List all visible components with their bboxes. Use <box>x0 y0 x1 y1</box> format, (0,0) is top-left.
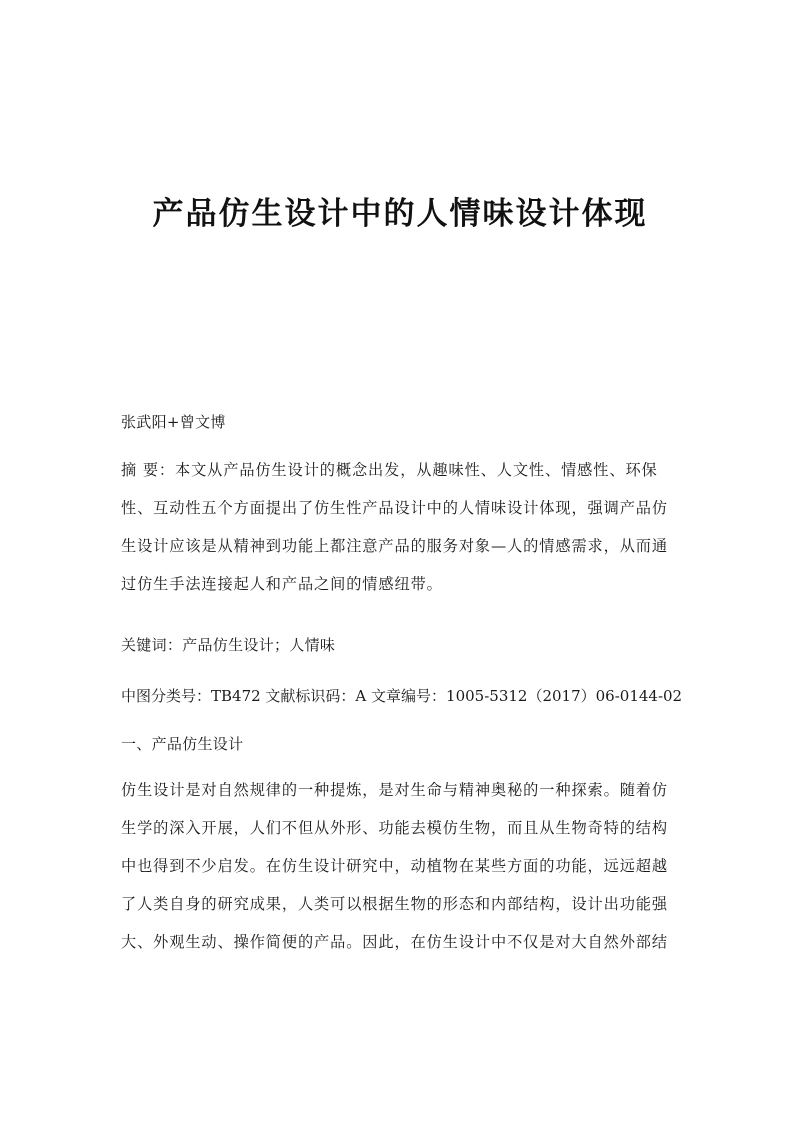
section-body <box>121 780 681 970</box>
paragraph-line: 大、外观生动、操作简便的产品。因此，在仿生设计中不仅是对大自然外部结 <box>121 933 668 951</box>
authors: 张武阳+曾文博 <box>121 413 226 431</box>
abstract-line: 生设计应该是从精神到功能上都注意产品的服务对象—人的情感需求，从而通 <box>121 537 668 555</box>
paragraph-line: 仿生设计是对自然规律的一种提炼，是对生命与精神奥秘的一种探索。随着仿 <box>121 781 668 799</box>
classification: 中图分类号：TB472 文献标识码：A 文章编号：1005-5312（2017）06-0144-02 <box>121 687 683 705</box>
abstract-line: 性、互动性五个方面提出了仿生性产品设计中的人情味设计体现，强调产品仿 <box>121 499 668 517</box>
document-title: 产品仿生设计中的人情味设计体现 <box>152 196 648 232</box>
paragraph-line: 中也得到不少启发。在仿生设计研究中，动植物在某些方面的功能，远远超越 <box>121 857 668 875</box>
paragraph-line: 生学的深入开展，人们不但从外形、功能去模仿生物，而且从生物奇特的结构 <box>121 819 668 837</box>
keywords: 关键词：产品仿生设计；人情味 <box>121 636 336 654</box>
abstract-line: 摘 要：本文从产品仿生设计的概念出发，从趣味性、人文性、情感性、环保 <box>121 461 658 479</box>
abstract-line: 过仿生手法连接起人和产品之间的情感纽带。 <box>121 575 443 593</box>
abstract <box>121 460 681 612</box>
paragraph-line: 了人类自身的研究成果，人类可以根据生物的形态和内部结构，设计出功能强 <box>121 895 668 913</box>
section-heading: 一、产品仿生设计 <box>121 735 244 753</box>
